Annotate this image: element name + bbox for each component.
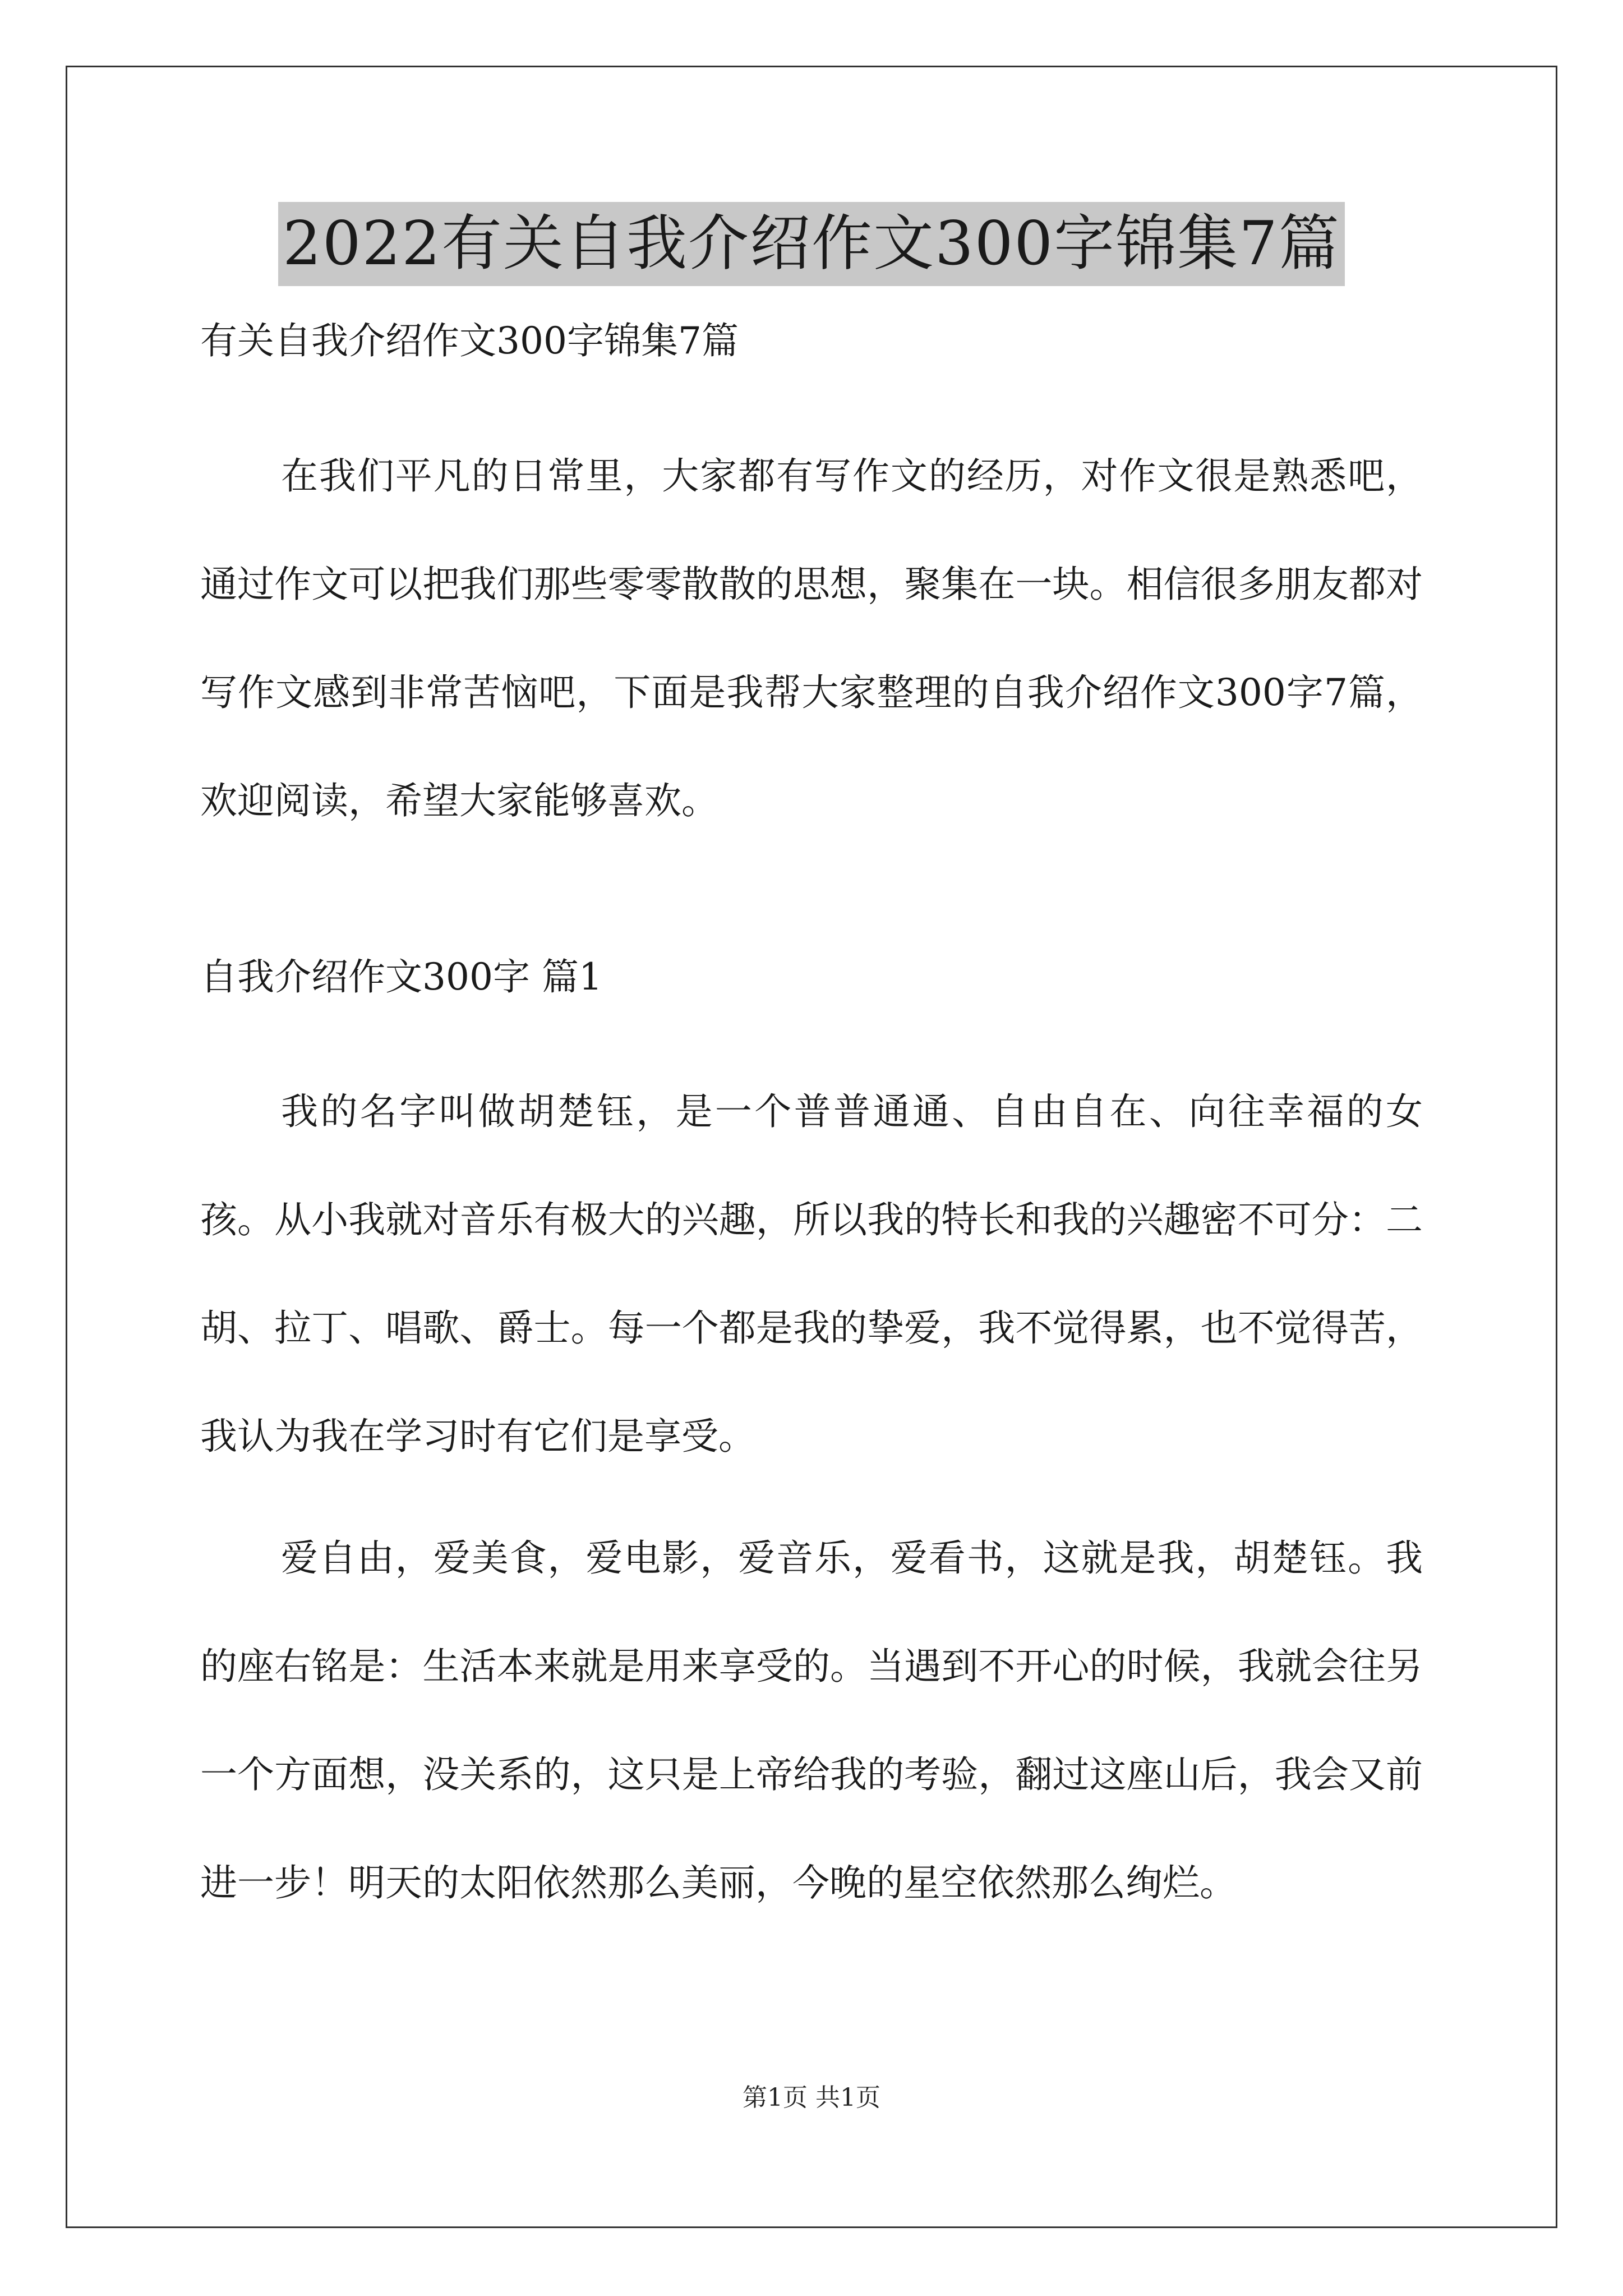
section-paragraph: 我的名字叫做胡楚钰，是一个普普通通、自由自在、向往幸福的女孩。从小我就对音乐有极大的兴趣，所以我的特长和我的兴趣密不可分：二胡、拉丁、唱歌、爵士。每一个都是我的挚爱，我不觉得累，也不觉得苦，我认为我在学习时有它们是享受。: [200, 1090, 1423, 1458]
section-paragraph: 爱自由，爱美食，爱电影，爱音乐，爱看书，这就是我，胡楚钰。我的座右铭是：生活本来就是用来享受的。当遇到不开心的时候，我就会往另一个方面想，没关系的，这只是上帝给我的考验，翻过这座山后，我会又前进一步！明天的太阳依然那么美丽，今晚的星空依然那么绚烂。: [200, 1536, 1423, 1904]
document-title: 2022有关自我介绍作文300字锦集7篇: [278, 202, 1345, 286]
section-heading: 自我介绍作文300字 篇1: [200, 955, 602, 999]
page-footer: 第1页 共1页: [743, 2083, 880, 2112]
intro-paragraph: 在我们平凡的日常里，大家都有写作文的经历，对作文很是熟悉吧，通过作文可以把我们那些零零散散的思想，聚集在一块。相信很多朋友都对写作文感到非常苦恼吧，下面是我帮大家整理的自我介绍作文300字7篇，欢迎阅读，希望大家能够喜欢。: [200, 454, 1423, 822]
document-subtitle: 有关自我介绍作文300字锦集7篇: [200, 319, 739, 362]
document-body: [200, 314, 1423, 1937]
title-wrapper: [0, 202, 1623, 286]
